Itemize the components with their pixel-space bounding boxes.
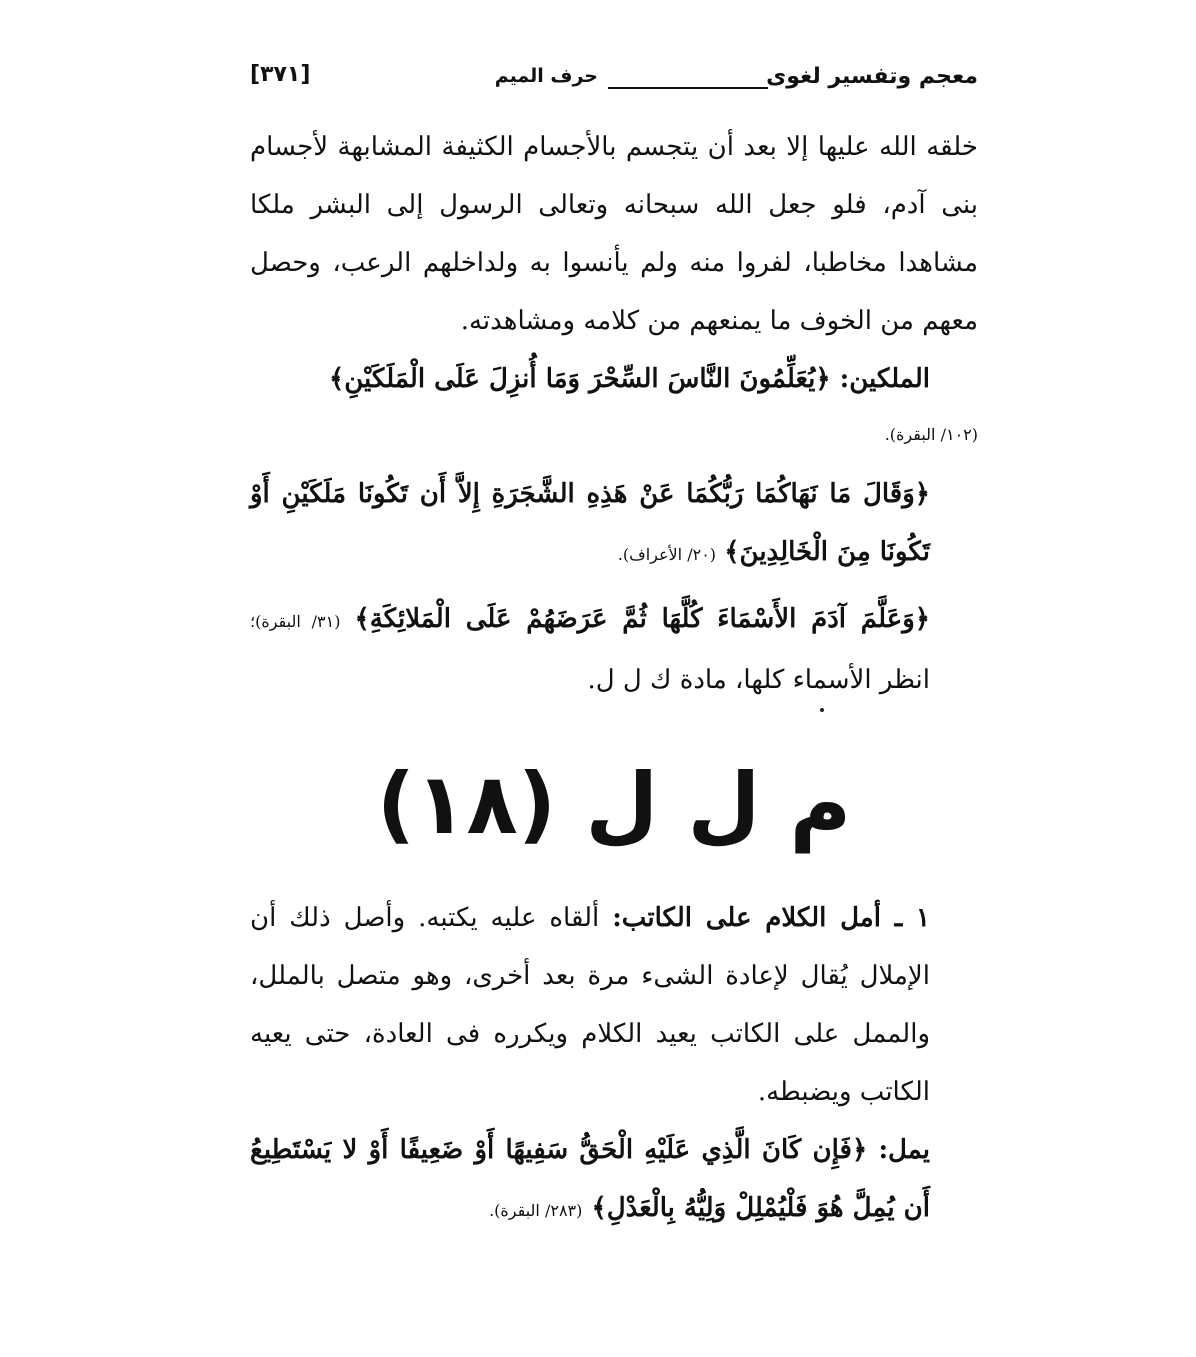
- page-body: [250, 118, 978, 1240]
- header-rule: [608, 87, 768, 89]
- paragraph: [250, 889, 978, 1121]
- verse-reference: (٢٠/ الأعراف).: [617, 545, 717, 564]
- root-heading: م ل ل (١٨): [376, 755, 852, 853]
- paragraph: [250, 408, 978, 459]
- verse-reference: (٢٨٣/ البقرة).: [489, 1201, 583, 1220]
- scan-speck: [820, 708, 824, 712]
- quran-verse: ﴿وَعَلَّمَ آدَمَ الأَسْمَاءَ كُلَّهَا ثُمَّ عَرَضَهُمْ عَلَى الْمَلائِكَةِ﴾: [354, 604, 931, 634]
- paragraph: [250, 465, 978, 584]
- book-title: معجم وتفسير لغوى: [766, 64, 978, 89]
- quran-verse: ﴿يُعَلِّمُونَ النَّاسَ السِّحْرَ وَمَا أُنزِلَ عَلَى الْمَلَكَيْنِ﴾: [329, 364, 831, 394]
- entry-term: الملكين:: [839, 364, 930, 394]
- paragraph: [250, 350, 978, 408]
- paragraph: [250, 590, 978, 709]
- verse-reference: (٣١/ البقرة)؛: [250, 612, 341, 631]
- page-number: [٣٧١]: [250, 62, 311, 87]
- cross-reference: انظر الأسماء كلها، مادة ك ل ل.: [587, 665, 930, 695]
- chapter-title: حرف الميم: [494, 65, 598, 87]
- entry-definition: ألقاه عليه يكتبه. وأصل ذلك أن الإملال يُقال لإعادة الشىء مرة بعد أخرى، وهو متصل بالملل، والممل على الكاتب يعيد الكلام ويكرره فى العادة، حتى يعيه الكاتب ويضبطه.: [250, 903, 930, 1107]
- paragraph: [250, 1121, 978, 1240]
- quran-verse: ﴿فَإِن كَانَ الَّذِي عَلَيْهِ الْحَقُّ سَفِيهًا أَوْ ضَعِيفًا أَوْ لا يَسْتَطِيعُ أَن يُمِلَّ هُوَ فَلْيُمْلِلْ وَلِيُّهُ بِالْعَدْلِ﴾: [250, 1135, 930, 1223]
- running-header: [250, 60, 978, 100]
- paragraph: خلقه الله عليها إلا بعد أن يتجسم بالأجسام الكثيفة المشابهة لأجسام بنى آدم، فلو جعل الله سبحانه وتعالى الرسول إلى البشر ملكا مشاهدا مخاطبا، لفروا منه ولم يأنسوا به ولداخلهم الرعب، وحصل معهم من الخوف ما يمنعهم من كلامه ومشاهدته.: [250, 132, 978, 336]
- entry-term: ١ ـ أمل الكلام على الكاتب:: [612, 903, 930, 933]
- verse-reference: (١٠٢/ البقرة).: [884, 425, 978, 444]
- quran-verse: ﴿وَقَالَ مَا نَهَاكُمَا رَبُّكُمَا عَنْ هَذِهِ الشَّجَرَةِ إِلاَّ أَن تَكُونَا مَلَكَيْنِ أَوْ تَكُونَا مِنَ الْخَالِدِينَ﴾: [250, 479, 930, 567]
- entry-term: يمل:: [878, 1135, 931, 1165]
